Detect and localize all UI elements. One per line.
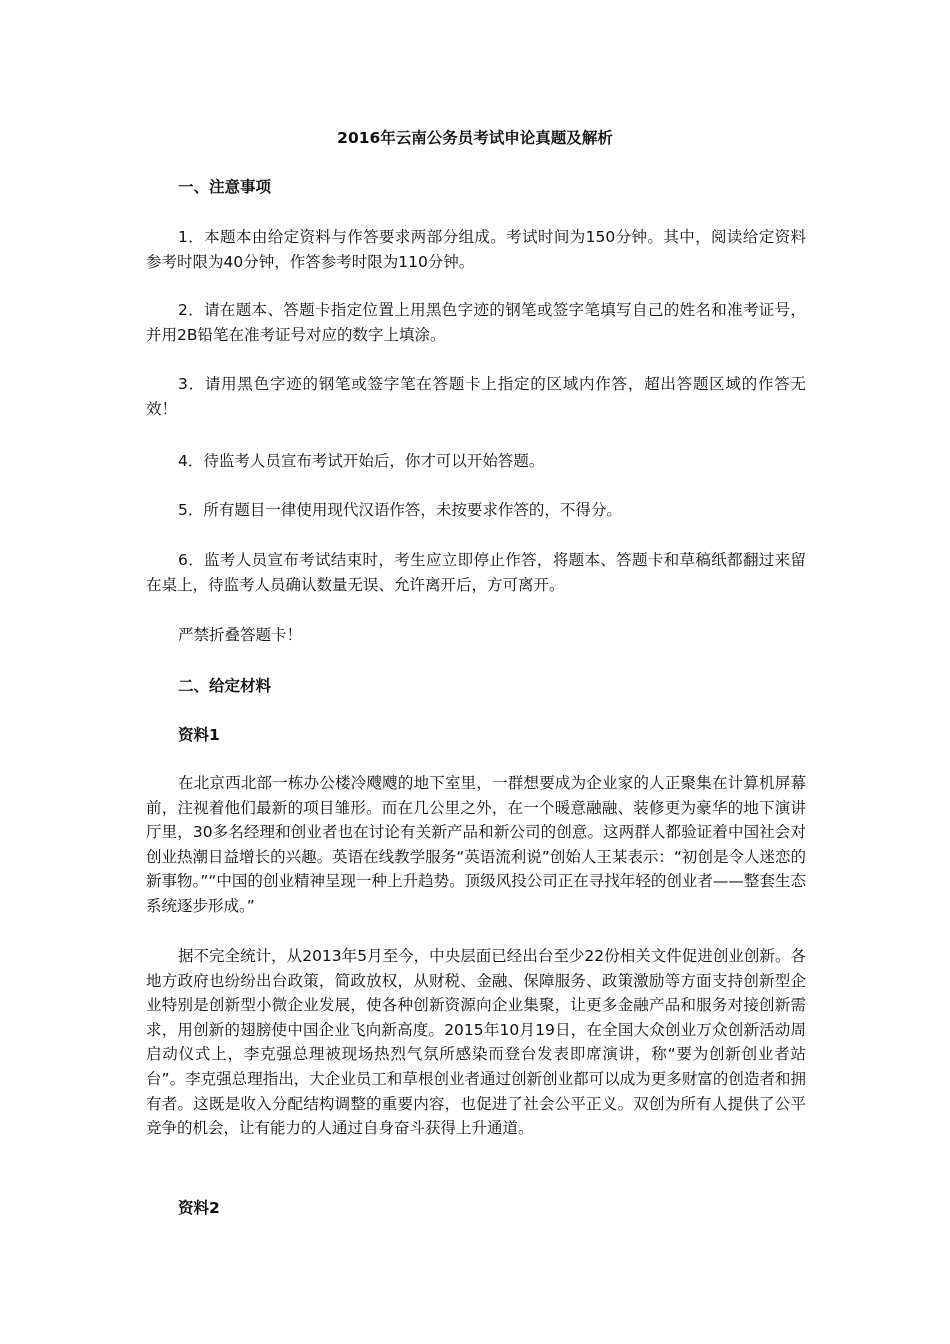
note-item-1: 1．本题本由给定资料与作答要求两部分组成。考试时间为150分钟。其中，阅读给定资料参考时限为40分钟，作答参考时限为110分钟。 — [146, 228, 806, 271]
material-2-label: 资料2 — [178, 1199, 220, 1217]
document-title: 2016年云南公务员考试申论真题及解析 — [337, 129, 613, 147]
note-item-6: 6．监考人员宣布考试结束时，考生应立即停止作答，将题本、答题卡和草稿纸都翻过来留在桌上，待监考人员确认数量无误、允许离开后，方可离开。 — [146, 551, 806, 594]
note-item-4: 4．待监考人员宣布考试开始后，你才可以开始答题。 — [178, 452, 545, 470]
material-1-paragraph-1: 在北京西北部一栋办公楼冷飕飕的地下室里，一群想要成为企业家的人正聚集在计算机屏幕前，注视着他们最新的项目雏形。而在几公里之外，在一个暖意融融、装修更为豪华的地下演讲厅里，30多名经理和创业者也在讨论有关新产品和新公司的创意。这两群人都验证着中国社会对创业热潮日益增长的兴趣。英语在线教学服务“英语流利说”创始人王某表示：“初创是令人迷恋的新事物。”“中国的创业精神呈现一种上升趋势。顶级风投公司正在寻找年轻的创业者——整套生态系统逐步形成。” — [146, 774, 806, 915]
material-1-paragraph-2: 据不完全统计，从2013年5月至今，中央层面已经出台至少22份相关文件促进创业创新。各地方政府也纷纷出台政策，简政放权，从财税、金融、保障服务、政策激励等方面支持创新型企业特别是创新型小微企业发展，使各种创新资源向企业集聚，让更多金融产品和服务对接创新需求，用创新的翅膀使中国企业飞向新高度。2015年10月19日，在全国大众创业万众创新活动周启动仪式上，李克强总理被现场热烈气氛所感染而登台发表即席演讲，称“要为创新创业者站台”。李克强总理指出，大企业员工和草根创业者通过创新创业都可以成为更多财富的创造者和拥有者。这既是收入分配结构调整的重要内容，也促进了社会公平正义。双创为所有人提供了公平竞争的机会，让有能力的人通过自身奋斗获得上升通道。 — [146, 947, 806, 1138]
section-heading-notes: 一、注意事项 — [178, 178, 272, 196]
material-1-label: 资料1 — [178, 726, 220, 744]
section-heading-materials: 二、给定材料 — [178, 677, 272, 695]
note-item-5: 5．所有题目一律使用现代汉语作答，未按要求作答的，不得分。 — [178, 501, 622, 519]
note-item-7: 严禁折叠答题卡！ — [178, 626, 303, 644]
note-item-3: 3．请用黑色字迹的钢笔或签字笔在答题卡上指定的区域内作答，超出答题区域的作答无效！ — [146, 375, 806, 418]
note-item-2: 2．请在题本、答题卡指定位置上用黑色字迹的钢笔或签字笔填写自己的姓名和准考证号，并用2B铅笔在准考证号对应的数字上填涂。 — [146, 301, 806, 344]
